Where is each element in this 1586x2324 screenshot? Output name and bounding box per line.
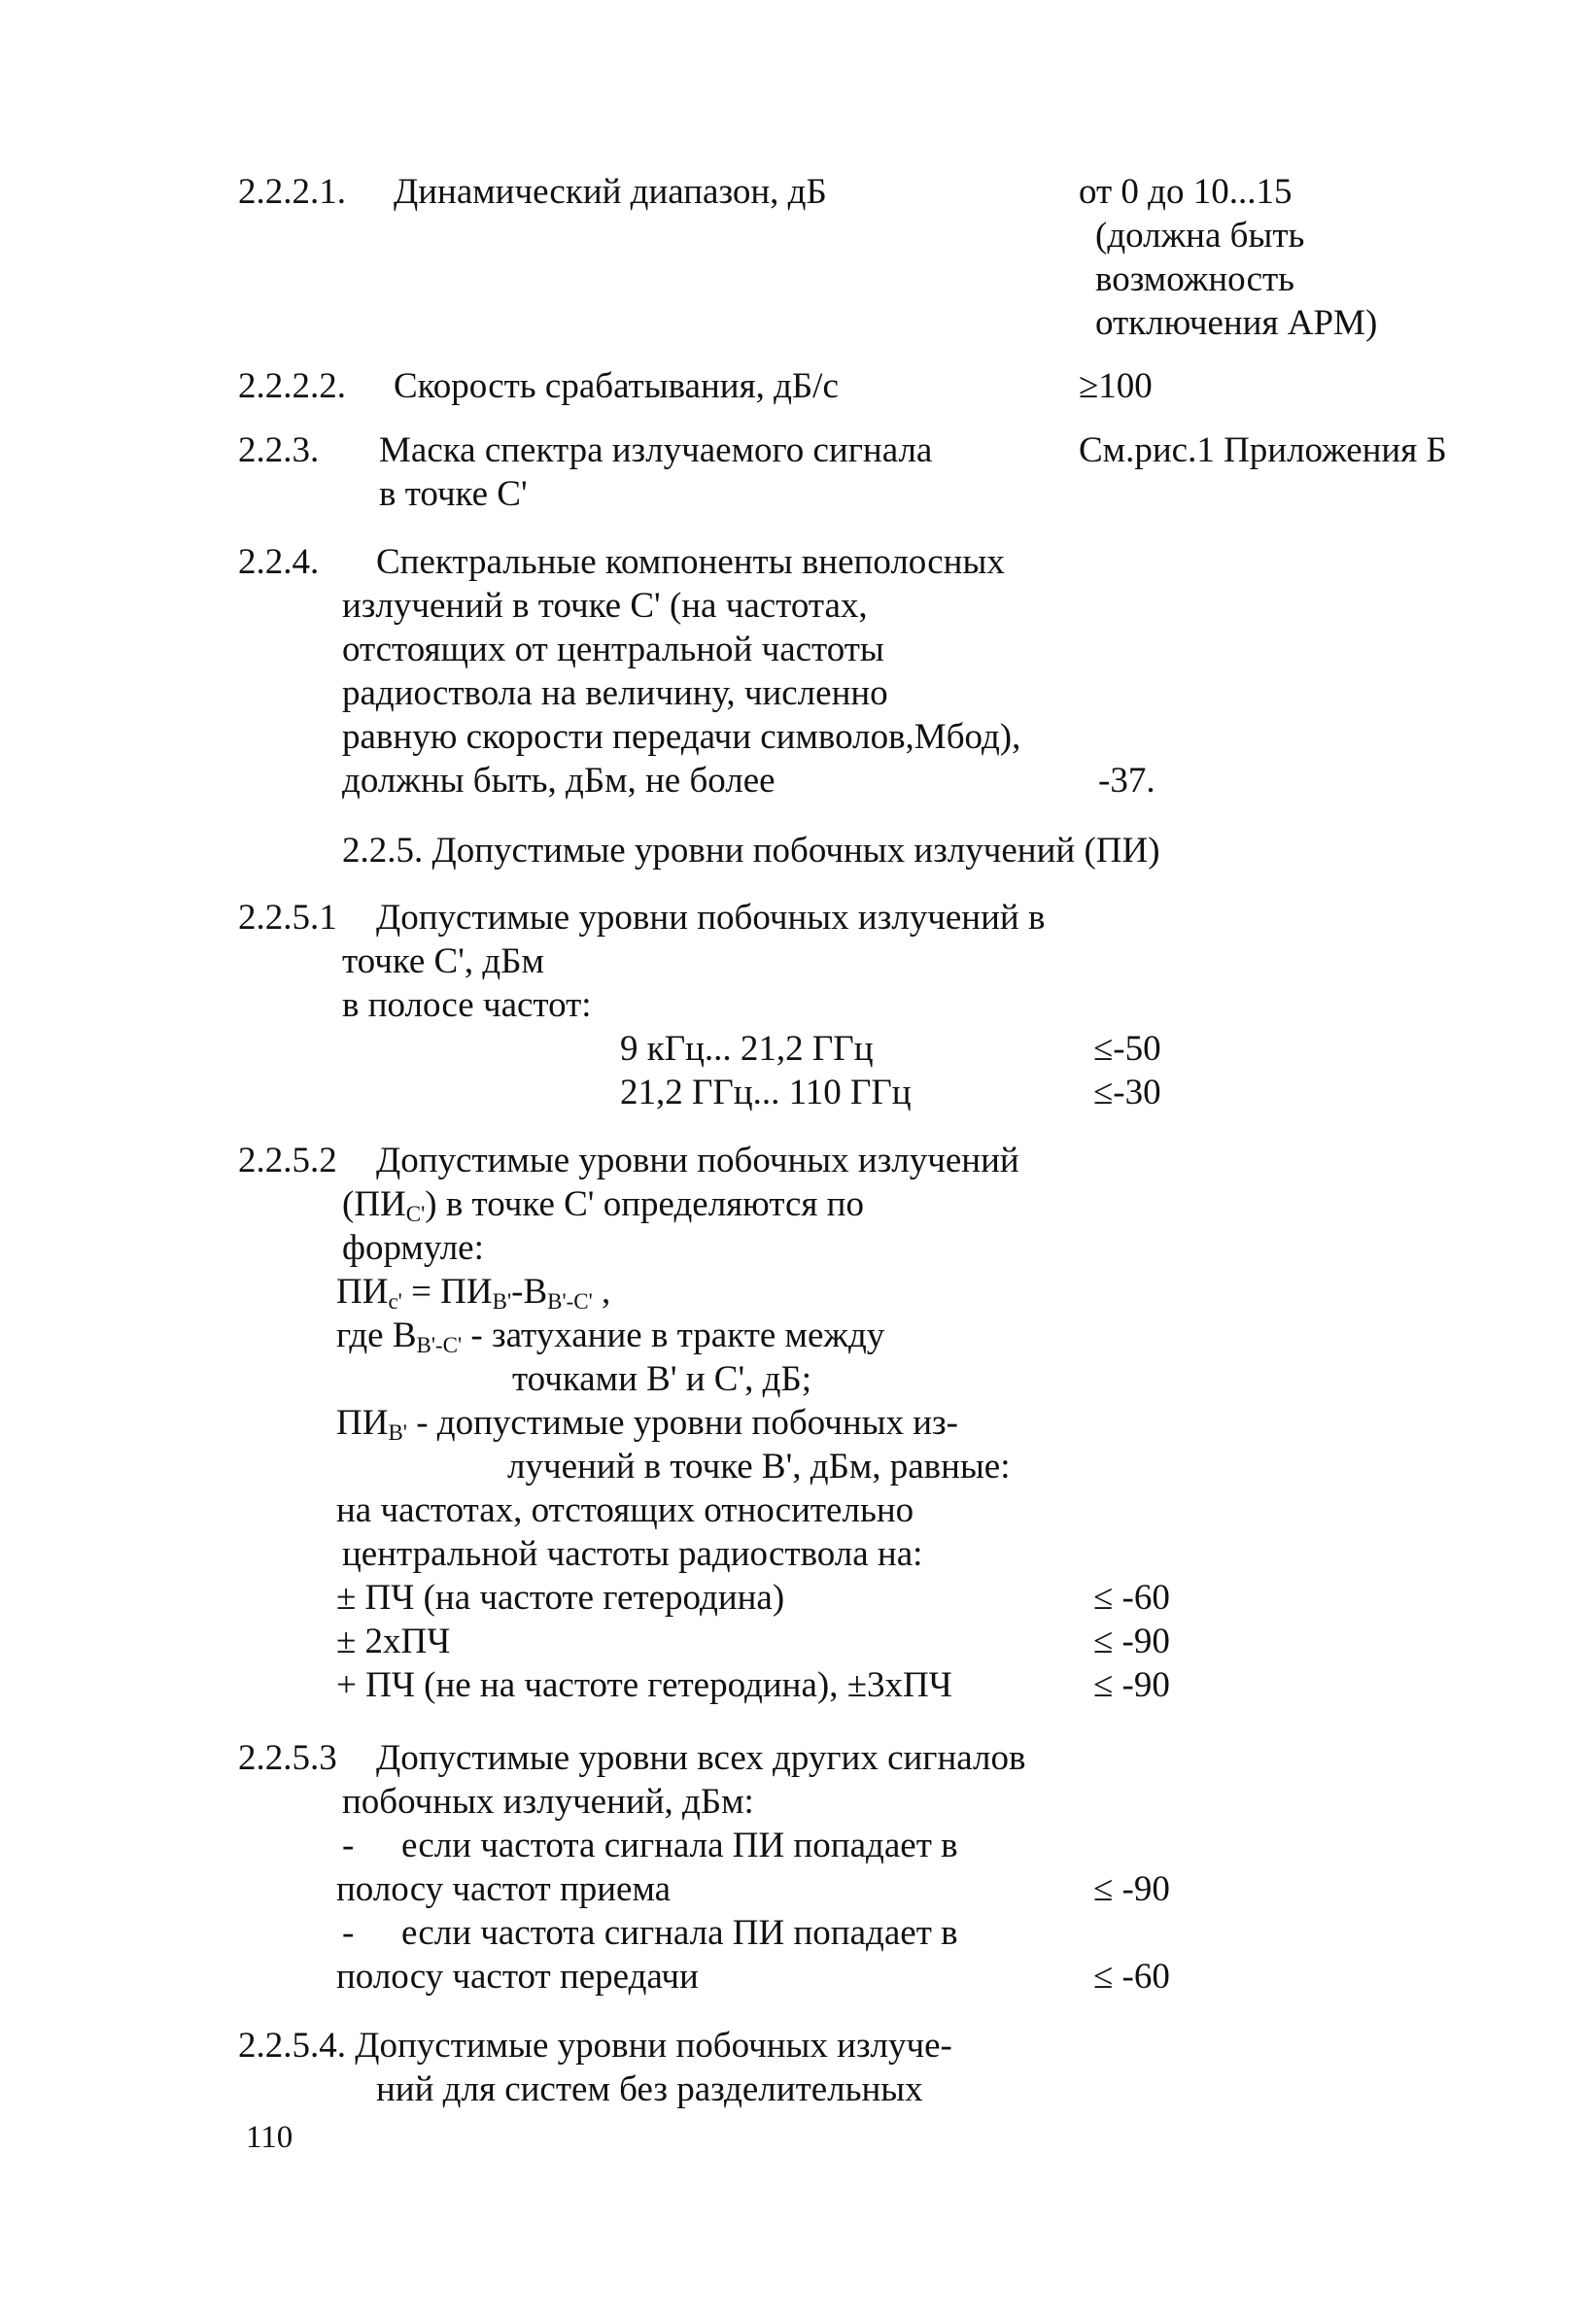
text-line: полосу частот приема	[336, 1869, 672, 1909]
text-line: $(ПИ_{С'})$ в точке С' определяются по	[342, 1184, 864, 1226]
value: ≤ -90	[1093, 1665, 1170, 1705]
text-line: в полосе частот:	[342, 985, 592, 1025]
text-line: на частотах, отстоящих относительно	[336, 1490, 914, 1530]
text-line: в точке С'	[379, 474, 528, 514]
formula: $ПИ_{с'} = ПИ_{В'}-В_{В'-С'}$ ,	[336, 1272, 611, 1314]
section-title: Динамический диапазон, дБ	[394, 172, 827, 212]
list-item: ± 2хПЧ	[336, 1622, 451, 1661]
value: ≤ -60	[1093, 1957, 1170, 1997]
list-item: ± ПЧ (на частоте гетеродина)	[336, 1578, 785, 1618]
value: ≤ -90	[1093, 1869, 1170, 1909]
text-line: Допустимые уровни побочных излучений в	[376, 898, 1046, 938]
value-line: (должна быть	[1095, 216, 1305, 256]
text-line: лучений в точке В', дБм, равные:	[507, 1447, 1011, 1487]
value: ≤ -60	[1093, 1578, 1170, 1618]
value: ≥100	[1079, 366, 1153, 406]
text-line: равную скорости передачи символов,Мбод),	[342, 717, 1021, 757]
text-line: должны быть, дБм, не более	[342, 761, 776, 801]
section-number: 2.2.2.2.	[238, 366, 346, 406]
value: См.рис.1 Приложения Б	[1079, 430, 1447, 470]
section-title: Скорость срабатывания, дБ/с	[394, 366, 839, 406]
text-line: отстоящих от центральной частоты	[342, 630, 884, 669]
text-line: $ПИ_{В'}$ - допустимые уровни побочных из-	[336, 1403, 958, 1445]
value: -37.	[1098, 761, 1155, 801]
value: ≤-50	[1093, 1029, 1161, 1069]
section-number: 2.2.5.2	[238, 1141, 337, 1180]
text-line: точке С', дБм	[342, 941, 544, 981]
dash: -	[342, 1826, 355, 1865]
text-line: полосу частот передачи	[336, 1957, 699, 1997]
section-heading: 2.2.5. Допустимые уровни побочных излучений (ПИ)	[342, 831, 1160, 871]
text-line: побочных излучений, дБм:	[342, 1782, 754, 1822]
text-line: 2.2.5.4. Допустимые уровни побочных излуче-	[238, 2026, 952, 2066]
band: 9 кГц... 21,2 ГГц	[620, 1029, 874, 1069]
value-line: возможность	[1095, 259, 1295, 299]
section-number: 2.2.4.	[238, 542, 320, 582]
value-line: отключения АРМ)	[1095, 303, 1378, 343]
section-number: 2.2.5.1	[238, 898, 337, 938]
text-line: если частота сигнала ПИ попадает в	[401, 1826, 958, 1865]
value-line: от 0 до 10...15	[1079, 172, 1293, 212]
list-item: + ПЧ (не на частоте гетеродина), ±3хПЧ	[336, 1665, 952, 1705]
text-line: Спектральные компоненты внеполосных	[376, 542, 1005, 582]
section-number: 2.2.5.3	[238, 1738, 337, 1778]
text-line: где $В_{В'-С'}$ - затухание в тракте между	[336, 1316, 885, 1357]
text-line: точками В' и С', дБ;	[512, 1359, 811, 1399]
text-line: излучений в точке С' (на частотах,	[342, 586, 868, 626]
text-line: Допустимые уровни всех других сигналов	[376, 1738, 1026, 1778]
value: ≤-30	[1093, 1073, 1161, 1112]
text-line: радиоствола на величину, численно	[342, 673, 888, 713]
page-number: 110	[246, 2120, 293, 2155]
text-line: формуле:	[342, 1228, 484, 1268]
section-number: 2.2.2.1.	[238, 172, 346, 212]
band: 21,2 ГГц... 110 ГГц	[620, 1073, 912, 1112]
text-line: ний для систем без разделительных	[376, 2069, 923, 2109]
dash: -	[342, 1913, 355, 1953]
text-line: если частота сигнала ПИ попадает в	[401, 1913, 958, 1953]
value: ≤ -90	[1093, 1622, 1170, 1661]
text-line: Маска спектра излучаемого сигнала	[379, 430, 933, 470]
text-line: Допустимые уровни побочных излучений	[376, 1141, 1019, 1180]
text-line: центральной частоты радиоствола на:	[342, 1534, 923, 1574]
section-number: 2.2.3.	[238, 430, 320, 470]
